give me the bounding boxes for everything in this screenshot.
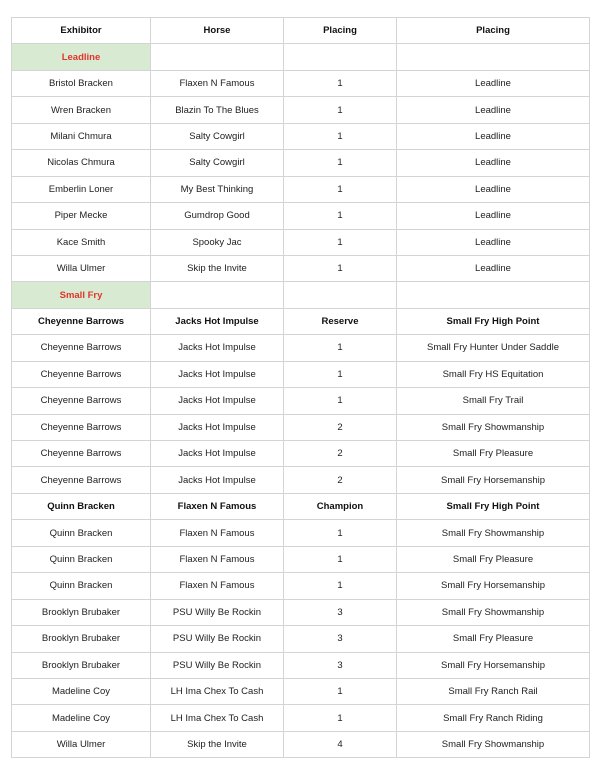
class-cell: Small Fry Showmanship [397,414,590,440]
horse-cell: Blazin To The Blues [151,97,284,123]
class-cell: Leadline [397,97,590,123]
placing-cell: 1 [284,203,397,229]
exhibitor-cell: Piper Mecke [12,203,151,229]
exhibitor-cell: Bristol Bracken [12,70,151,96]
exhibitor-cell: Nicolas Chmura [12,150,151,176]
placing-cell: 4 [284,731,397,757]
table-row [12,520,590,546]
class-cell: Small Fry High Point [397,308,590,334]
exhibitor-cell: Cheyenne Barrows [12,467,151,493]
empty-cell [284,44,397,70]
class-cell: Small Fry HS Equitation [397,361,590,387]
class-cell: Small Fry Showmanship [397,599,590,625]
horse-cell: Jacks Hot Impulse [151,361,284,387]
table-row [12,493,590,519]
class-cell: Leadline [397,229,590,255]
exhibitor-cell: Madeline Coy [12,705,151,731]
horse-cell: My Best Thinking [151,176,284,202]
exhibitor-cell: Willa Ulmer [12,255,151,281]
table-row [12,308,590,334]
exhibitor-cell: Willa Ulmer [12,731,151,757]
placing-cell: Champion [284,493,397,519]
class-cell: Small Fry High Point [397,493,590,519]
exhibitor-cell: Quinn Bracken [12,520,151,546]
class-cell: Small Fry Pleasure [397,441,590,467]
header-exhibitor: Exhibitor [12,18,151,44]
results-table [11,17,590,758]
table-row [12,441,590,467]
exhibitor-cell: Brooklyn Brubaker [12,626,151,652]
class-cell: Small Fry Hunter Under Saddle [397,335,590,361]
table-row [12,467,590,493]
empty-cell [397,44,590,70]
class-cell: Small Fry Pleasure [397,546,590,572]
exhibitor-cell: Madeline Coy [12,678,151,704]
class-cell: Leadline [397,203,590,229]
header-class: Placing [397,18,590,44]
table-row [12,70,590,96]
section-row-leadline [12,44,590,70]
exhibitor-cell: Kace Smith [12,229,151,255]
exhibitor-cell: Brooklyn Brubaker [12,652,151,678]
table-row [12,97,590,123]
placing-cell: 1 [284,705,397,731]
header-row [12,18,590,44]
horse-cell: PSU Willy Be Rockin [151,599,284,625]
exhibitor-cell: Cheyenne Barrows [12,361,151,387]
class-cell: Leadline [397,255,590,281]
class-cell: Leadline [397,176,590,202]
table-row [12,203,590,229]
placing-cell: 1 [284,150,397,176]
table-row [12,255,590,281]
class-cell: Small Fry Ranch Riding [397,705,590,731]
exhibitor-cell: Emberlin Loner [12,176,151,202]
horse-cell: Jacks Hot Impulse [151,388,284,414]
class-cell: Leadline [397,70,590,96]
placing-cell: 1 [284,229,397,255]
horse-cell: Flaxen N Famous [151,573,284,599]
placing-cell: 1 [284,573,397,599]
class-cell: Small Fry Trail [397,388,590,414]
horse-cell: PSU Willy Be Rockin [151,626,284,652]
table-row [12,705,590,731]
table-row [12,176,590,202]
placing-cell: 2 [284,414,397,440]
table-row [12,229,590,255]
table-row [12,388,590,414]
horse-cell: Flaxen N Famous [151,546,284,572]
placing-cell: 1 [284,678,397,704]
table-row [12,678,590,704]
placing-cell: 1 [284,123,397,149]
section-row-small-fry [12,282,590,308]
horse-cell: Jacks Hot Impulse [151,467,284,493]
table-row [12,361,590,387]
class-cell: Small Fry Horsemanship [397,467,590,493]
exhibitor-cell: Cheyenne Barrows [12,388,151,414]
empty-cell [284,282,397,308]
class-cell: Small Fry Horsemanship [397,573,590,599]
placing-cell: 1 [284,546,397,572]
exhibitor-cell: Milani Chmura [12,123,151,149]
placing-cell: Reserve [284,308,397,334]
empty-cell [397,282,590,308]
horse-cell: Flaxen N Famous [151,70,284,96]
placing-cell: 1 [284,388,397,414]
exhibitor-cell: Quinn Bracken [12,493,151,519]
placing-cell: 1 [284,520,397,546]
results-document [11,17,590,758]
header-placing: Placing [284,18,397,44]
horse-cell: Jacks Hot Impulse [151,414,284,440]
table-row [12,123,590,149]
placing-cell: 2 [284,467,397,493]
exhibitor-cell: Cheyenne Barrows [12,308,151,334]
exhibitor-cell: Quinn Bracken [12,573,151,599]
exhibitor-cell: Quinn Bracken [12,546,151,572]
horse-cell: LH Ima Chex To Cash [151,705,284,731]
horse-cell: Gumdrop Good [151,203,284,229]
header-horse: Horse [151,18,284,44]
placing-cell: 2 [284,441,397,467]
horse-cell: Jacks Hot Impulse [151,335,284,361]
exhibitor-cell: Wren Bracken [12,97,151,123]
table-row [12,599,590,625]
table-row [12,652,590,678]
horse-cell: Flaxen N Famous [151,493,284,519]
horse-cell: PSU Willy Be Rockin [151,652,284,678]
placing-cell: 1 [284,97,397,123]
horse-cell: Salty Cowgirl [151,123,284,149]
table-row [12,626,590,652]
placing-cell: 1 [284,335,397,361]
placing-cell: 1 [284,361,397,387]
horse-cell: LH Ima Chex To Cash [151,678,284,704]
horse-cell: Jacks Hot Impulse [151,308,284,334]
horse-cell: Jacks Hot Impulse [151,441,284,467]
class-cell: Small Fry Showmanship [397,520,590,546]
class-cell: Leadline [397,123,590,149]
horse-cell: Skip the Invite [151,255,284,281]
class-cell: Small Fry Showmanship [397,731,590,757]
table-row [12,335,590,361]
placing-cell: 3 [284,599,397,625]
exhibitor-cell: Cheyenne Barrows [12,335,151,361]
exhibitor-cell: Cheyenne Barrows [12,441,151,467]
table-row [12,573,590,599]
exhibitor-cell: Brooklyn Brubaker [12,599,151,625]
horse-cell: Spooky Jac [151,229,284,255]
placing-cell: 3 [284,626,397,652]
placing-cell: 1 [284,70,397,96]
horse-cell: Salty Cowgirl [151,150,284,176]
placing-cell: 1 [284,255,397,281]
section-label-small-fry: Small Fry [12,282,151,308]
class-cell: Small Fry Pleasure [397,626,590,652]
class-cell: Small Fry Horsemanship [397,652,590,678]
table-row [12,546,590,572]
class-cell: Small Fry Ranch Rail [397,678,590,704]
placing-cell: 3 [284,652,397,678]
exhibitor-cell: Cheyenne Barrows [12,414,151,440]
table-row [12,414,590,440]
section-label-leadline: Leadline [12,44,151,70]
empty-cell [151,44,284,70]
empty-cell [151,282,284,308]
table-row [12,150,590,176]
horse-cell: Skip the Invite [151,731,284,757]
horse-cell: Flaxen N Famous [151,520,284,546]
class-cell: Leadline [397,150,590,176]
placing-cell: 1 [284,176,397,202]
table-row [12,731,590,757]
